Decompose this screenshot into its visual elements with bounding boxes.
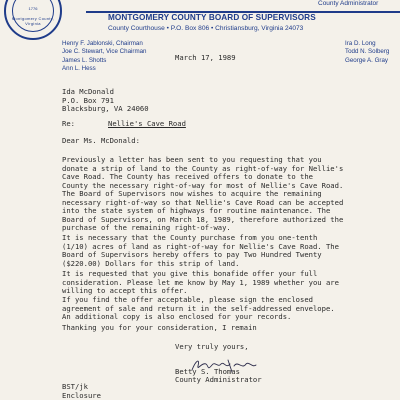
paragraph-line: agreement of sale and return it in the self-addressed envelope. xyxy=(62,303,335,313)
board-member: Henry F. Jablonski, Chairman xyxy=(62,40,143,47)
board-name: MONTGOMERY COUNTY BOARD OF SUPERVISORS xyxy=(108,13,316,22)
paragraph-line: Board of Supervisors, on March 18, 1989, therefore authorized the xyxy=(62,214,344,224)
paragraph-line: Cave Road. The County has received offers to donate to the xyxy=(62,172,313,182)
recipient-address xyxy=(62,88,149,114)
paragraph-line: If you find the offer acceptable, please sign the enclosed xyxy=(62,295,313,304)
paragraph-line: ($220.00) Dollars for this strip of land. xyxy=(62,258,240,268)
subject-label: Re: xyxy=(62,119,75,128)
paragraph-line: willing to accept this offer. xyxy=(62,286,188,296)
closing: Very truly yours, xyxy=(175,342,249,351)
board-member: Ann L. Hess xyxy=(62,64,96,72)
signer-name: Betty S. Thomas xyxy=(175,367,240,376)
body-paragraph xyxy=(62,324,257,333)
letter-date: March 17, 1989 xyxy=(175,53,236,62)
body-paragraph xyxy=(62,156,343,190)
board-members-right xyxy=(345,40,389,65)
board-members-left xyxy=(62,40,146,73)
paragraph-line: It is requested that you give this bonafide offer your full xyxy=(62,269,318,278)
paragraph-line: consideration. Please let me know by May 1, 1989 whether you are xyxy=(62,277,339,287)
signer-title: County Administrator xyxy=(175,375,262,384)
recipient-line: Ida McDonald xyxy=(62,87,114,96)
board-address: County Courthouse • P.O. Box 806 • Christiansburg, Virginia 24073 xyxy=(108,25,304,32)
board-member: Todd N. Solberg xyxy=(345,48,390,56)
board-member: Joe C. Stewart, Vice Chairman xyxy=(62,48,147,56)
body-paragraph xyxy=(62,296,335,322)
paragraph-line: The Board of Supervisors now wishes to acquire the remaining xyxy=(62,189,322,198)
paragraph-line: donate a strip of land to the County as right-of-way for Nellie's xyxy=(62,163,344,173)
recipient-line: P.O. Box 791 xyxy=(62,95,114,105)
board-member: George A. Gray xyxy=(345,56,388,64)
salutation: Dear Ms. McDonald: xyxy=(62,136,140,145)
paragraph-line: Thanking you for your consideration, I remain xyxy=(62,323,257,332)
body-paragraph xyxy=(62,270,339,296)
county-seal-logo: 1776 Montgomery County, Virginia xyxy=(4,0,62,40)
body-paragraph xyxy=(62,234,339,268)
recipient-line: Blacksburg, VA 24060 xyxy=(62,104,149,114)
typist-initials: BST/jk xyxy=(62,382,88,391)
board-member: James L. Shotts xyxy=(62,56,107,64)
paragraph-line: purchase of the remaining right-of-way. xyxy=(62,223,231,233)
enclosure-note: Enclosure xyxy=(62,391,101,400)
body-paragraph xyxy=(62,190,343,233)
paragraph-line: into the state system of highways for routine maintenance. The xyxy=(62,206,331,216)
paragraph-line: Previously a letter has been sent to you requesting that you xyxy=(62,155,322,164)
paragraph-line: An additional copy is also enclosed for your records. xyxy=(62,312,292,322)
paragraph-line: necessary right-of-way so that Nellie's Cave Road can be accepted xyxy=(62,197,344,207)
subject-text: Nellie's Cave Road xyxy=(108,119,186,128)
subject-line xyxy=(62,120,186,129)
top-admin-title: County Administrator xyxy=(318,0,379,7)
paragraph-line: Board of Supervisors hereby offers to pay Two Hundred Twenty xyxy=(62,250,322,260)
board-member: Ira D. Long xyxy=(345,40,376,47)
paragraph-line: It is necessary that the County purchase from you one-tenth xyxy=(62,233,318,242)
paragraph-line: County the necessary right-of-way for most of Nellie's Cave Road. xyxy=(62,180,344,190)
paragraph-line: (1/10) acres of land as right-of-way for Nellie's Cave Road. The xyxy=(62,241,339,251)
